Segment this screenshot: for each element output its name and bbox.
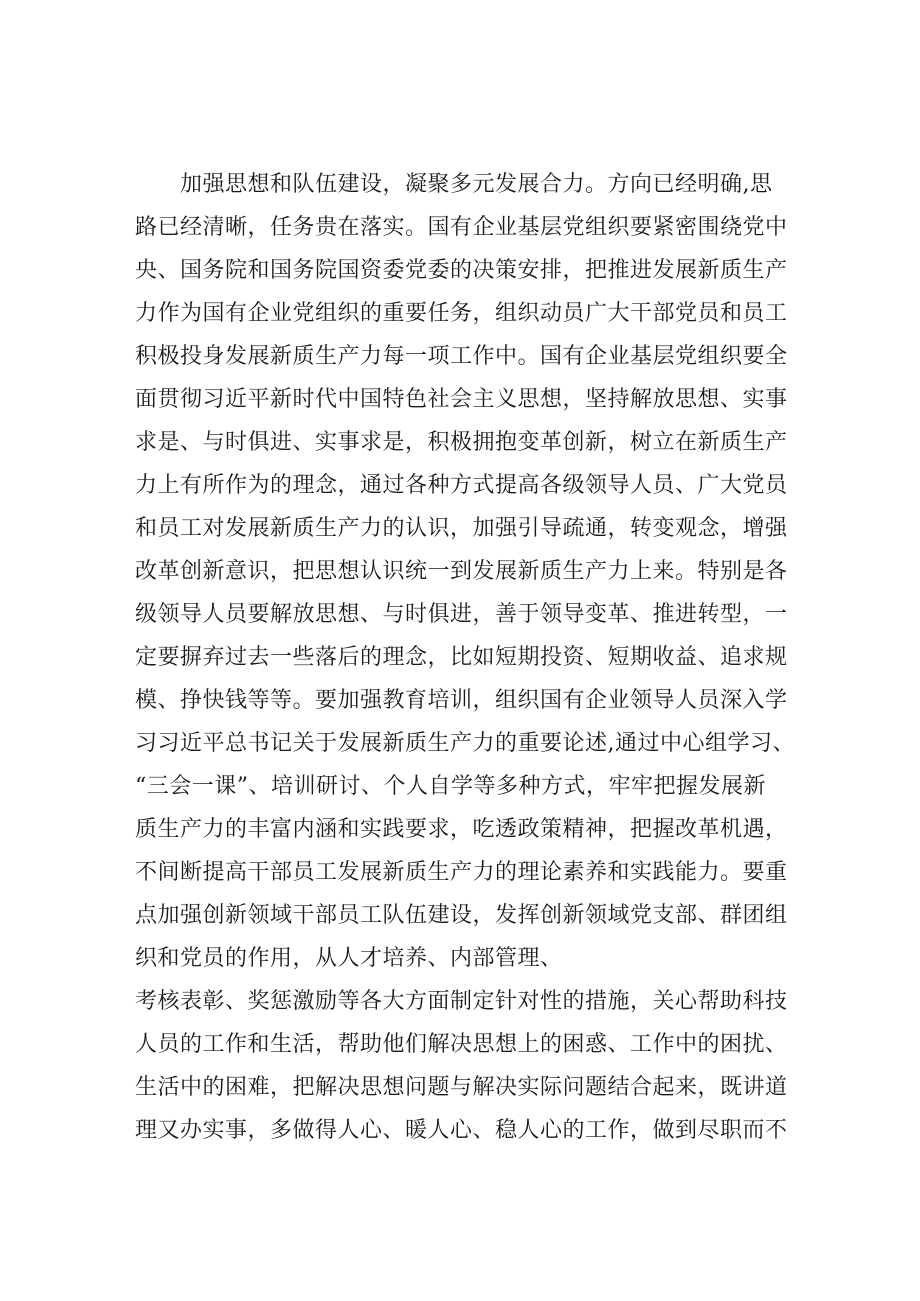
text-line: 定要摒弃过去一些落后的理念，比如短期投资、短期收益、追求规 (135, 645, 788, 670)
text-line: 点加强创新领域干部员工队伍建设，发挥创新领域党支部、群团组 (135, 903, 788, 928)
text-line: 改革创新意识，把思想认识统一到发展新质生产力上来。特别是各 (135, 559, 788, 584)
text-line: 考核表彰、奖惩激励等各大方面制定针对性的措施，关心帮助科技 (135, 989, 788, 1014)
text-line: 加强思想和队伍建设，凝聚多元发展合力。方向已经明确,思 (180, 172, 773, 197)
text-line: 理又办实事，多做得人心、暖人心、稳人心的工作，做到尽职而不 (135, 1118, 788, 1143)
text-line: “三会一课”、培训研讨、个人自学等多种方式，牢牢把握发展新 (135, 774, 766, 799)
text-line: 质生产力的丰富内涵和实践要求，吃透政策精神，把握改革机遇， (135, 817, 788, 842)
text-line: 人员的工作和生活，帮助他们解决思想上的困惑、工作中的困扰、 (135, 1032, 788, 1057)
text-line: 积极投身发展新质生产力每一项工作中。国有企业基层党组织要全 (135, 344, 788, 369)
text-line: 模、挣快钱等等。要加强教育培训，组织国有企业领导人员深入学 (135, 688, 788, 713)
text-line: 力上有所作为的理念，通过各种方式提高各级领导人员、广大党员 (135, 473, 788, 498)
text-line: 生活中的困难，把解决思想问题与解决实际问题结合起来，既讲道 (135, 1075, 788, 1100)
text-line: 习习近平总书记关于发展新质生产力的重要论述,通过中心组学习、 (135, 731, 795, 756)
text-line: 面贯彻习近平新时代中国特色社会主义思想，坚持解放思想、实事 (135, 387, 788, 412)
text-line: 求是、与时俱进、实事求是，积极拥抱变革创新，树立在新质生产 (135, 430, 788, 455)
text-line: 和员工对发展新质生产力的认识，加强引导疏通，转变观念，增强 (135, 516, 788, 541)
text-line: 力作为国有企业党组织的重要任务，组织动员广大干部党员和员工 (135, 301, 788, 326)
text-line: 路已经清晰，任务贵在落实。国有企业基层党组织要紧密围绕党中 (135, 215, 788, 240)
text-line: 不间断提高干部员工发展新质生产力的理论素养和实践能力。要重 (135, 860, 788, 885)
text-line: 级领导人员要解放思想、与时俱进，善于领导变革、推进转型，一 (135, 602, 788, 627)
text-line: 央、国务院和国务院国资委党委的决策安排，把推进发展新质生产 (135, 258, 788, 283)
text-line: 织和党员的作用，从人才培养、内部管理、 (135, 946, 563, 971)
